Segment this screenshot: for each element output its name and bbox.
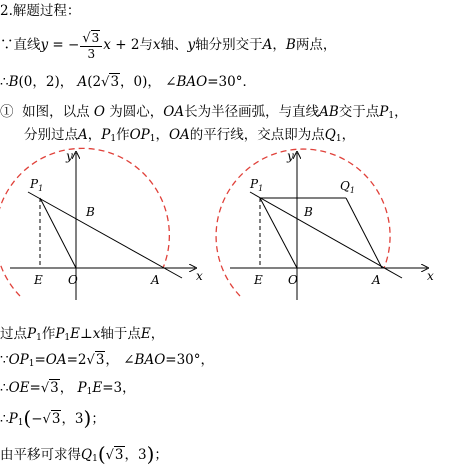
text-fragment: ，3 [61,411,84,427]
subscript: 1 [388,111,395,121]
label-p1: $P_1$ [30,177,44,193]
segment-oa: OA [163,104,185,120]
because-symbol: ∵ [0,352,9,368]
subscript: 1 [92,454,98,464]
coordinates-statement: ∴B(0，2)， A(2√3，0)， ∠BAO=30°． [0,74,256,90]
because-symbol: ∵ [0,37,14,53]
label-e: E [34,273,43,287]
text-fragment: ， [87,127,102,143]
point-o: O [93,104,105,120]
text-fragment: 交于点 [338,104,380,120]
segment-op: OP [8,352,29,368]
point-e: E [92,380,103,396]
sqrt-value: 3 [110,74,120,90]
point-b: B [285,37,296,53]
line-equation-statement [0,30,336,61]
text-fragment: − [31,411,43,427]
text-fragment: 作 [116,127,130,143]
text-fragment: 轴、 [160,37,188,53]
var-y: y [187,37,196,53]
var-y: y [40,37,49,53]
label-x: x [427,269,434,283]
label-q1: $Q_1$ [340,179,355,195]
text-fragment: = [34,352,46,368]
point-e: E [140,326,151,342]
text-fragment: ， [59,380,74,396]
subscript: 1 [149,134,156,144]
fraction-numerator: 3 [91,30,100,45]
point-a: A [77,74,88,90]
point-p: P [101,127,111,143]
text-fragment: 长为半径画弧，与直线 [184,104,320,120]
text-fragment: (2 [87,74,102,90]
point-p: P [379,104,389,120]
point-q: Q [324,127,336,143]
text-fragment: ，3 [124,447,147,463]
point-p: P [8,411,18,427]
therefore-symbol: ∴ [0,380,9,396]
point-a: A [262,37,273,53]
sqrt-value: 3 [114,447,124,463]
step-marker: ① [0,104,14,120]
perpendicular-symbol: ⊥ [80,326,93,342]
proof-line-4: $\therefore P_1(-√3$，3)； [0,406,105,430]
text-fragment: + 2 [110,37,140,53]
angle-symbol: ∠ [165,74,177,90]
point-a: A [78,127,88,143]
text-fragment: ， [341,127,356,143]
text-fragment: ， [272,37,286,53]
text-fragment: ； [91,411,105,427]
text-fragment: ， [105,352,119,368]
point-b: B [8,74,19,90]
text-fragment: 轴于点 [100,326,141,342]
line-ab [28,192,182,278]
step-1-line-1 [0,103,408,121]
text-fragment: =2 [66,352,87,368]
line-ab: AB [319,104,339,120]
text-fragment: 作 [41,326,56,342]
text-fragment: = [29,380,41,396]
segment-op: OP [129,127,150,143]
sqrt-value: 3 [51,411,61,427]
label-o: O [288,273,298,287]
label-y: y [287,149,294,163]
proof-line-3: ∴OE=√3， $P_1E=3$， [0,380,136,397]
subscript: 1 [335,134,342,144]
header-title: 解题过程： [12,3,81,19]
point-p: P [27,326,37,342]
proof-line-2: $\because OP_1=OA=2√3$， ∠BAO=30°， [0,352,215,369]
text-fragment: ， [150,326,165,342]
subscript: 1 [36,333,42,343]
subscript: 1 [28,359,35,369]
arc-left [0,148,169,296]
var-x: x [103,37,111,53]
var-x: x [92,326,101,342]
label-p1: $P_1$ [250,177,264,193]
text-fragment: 与 [139,37,153,53]
text-fragment: =3， [102,380,136,396]
left-figure [0,148,210,308]
angle-symbol: ∠ [123,352,135,368]
text-fragment: 两点， [295,37,337,53]
slope-fraction: $\frac{√3}{3}$ [80,31,102,61]
proof-line-5: 由平移可求得$Q_1(√3$，3)； [0,442,168,466]
text-fragment: 直线 [13,37,41,53]
segment-oe: OE [8,380,30,396]
problem-number: 2 [0,3,9,19]
point-q: Q [81,447,93,463]
text-fragment: ，0)， [120,74,161,90]
text-fragment: 如图，以点 [22,104,90,120]
line-ab [250,192,402,278]
text-fragment: (0，2)， [18,74,74,90]
text-fragment: = − [48,37,80,53]
label-e: E [254,273,263,287]
point-p: P [77,380,87,396]
text-fragment: =30°， [165,352,215,368]
segment-oa: OA [45,352,67,368]
fraction-denominator: 3 [87,46,96,61]
text-fragment: ； [154,447,168,463]
label-b: B [86,205,95,219]
angle-name: BAO [134,352,166,368]
subscript: 1 [110,134,117,144]
sqrt-value: 3 [50,380,59,396]
text-fragment: 轴分别交于 [195,37,263,53]
proof-line-1 [0,325,164,343]
segment-oa: OA [168,127,190,143]
point-p: P [55,326,65,342]
angle-name: BAO [176,74,208,90]
label-a: A [151,273,160,287]
text-fragment: 由平移可求得 [0,447,81,463]
sqrt-value: 3 [95,352,105,368]
subscript: 1 [17,418,24,428]
label-y: y [66,149,73,163]
step-1-line-2 [24,126,355,144]
subscript: 1 [64,333,71,343]
text-fragment: 的平行线，交点即为点 [189,127,325,143]
therefore-symbol: ∴ [0,74,9,90]
subscript: 1 [86,387,93,397]
text-fragment: 过点 [0,326,27,342]
segment-q1a [346,198,382,268]
right-figure [222,148,442,308]
point-e: E [70,326,81,342]
label-a: A [372,273,381,287]
text-fragment: 分别过点 [24,127,78,143]
label-o: O [68,273,78,287]
var-x: x [152,37,161,53]
therefore-symbol: ∴ [0,411,9,427]
label-b: B [304,205,313,219]
text-fragment: =30°． [207,74,256,90]
text-fragment: 为圆心， [109,104,164,120]
text-fragment: ， [394,104,408,120]
text-fragment: ， [155,127,169,143]
label-x: x [196,269,203,283]
solution-header: 2.解题过程： [0,3,81,19]
